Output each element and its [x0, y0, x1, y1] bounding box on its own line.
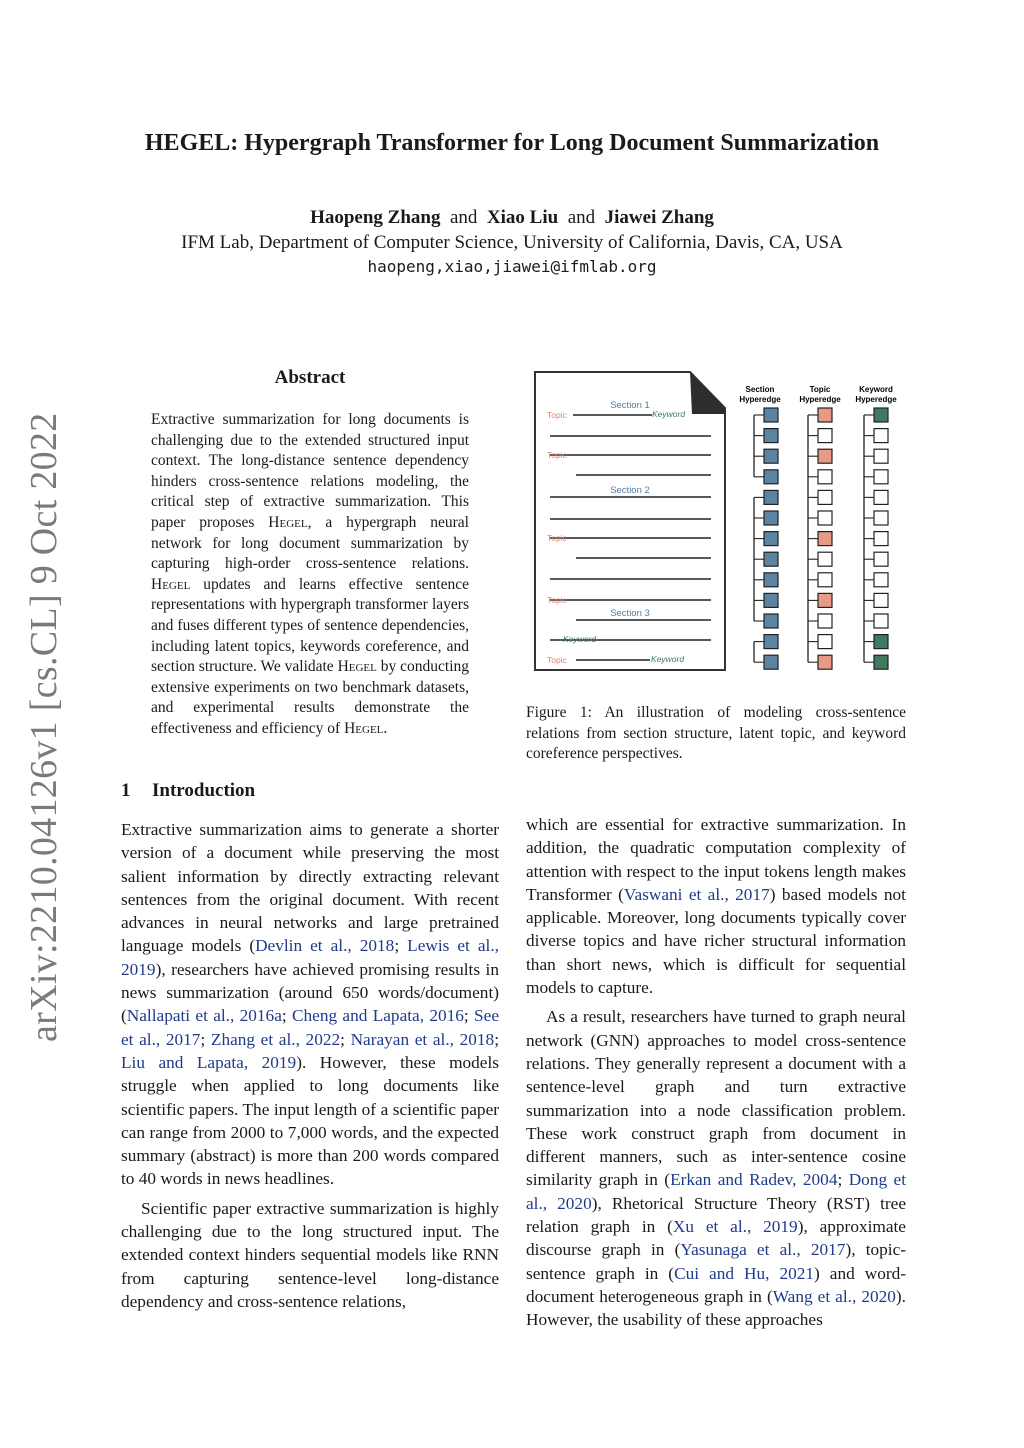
sentence-node [874, 449, 888, 463]
sentence-node [764, 449, 778, 463]
sentence-node [764, 470, 778, 484]
citation-link[interactable]: Xu et al., 2019 [672, 1217, 798, 1237]
sentence-node [818, 635, 832, 649]
author-separator: and [567, 207, 596, 228]
paragraph: Extractive summarization aims to generate a shorter version of a document while preserving the most salient information by directly extracting relevant sentences from the original document. With recent advances in neural networks and large pretrained language models (Devlin et al., 2018; Lewis et al., 2019), researchers have achieved promising results in news summarization (around 650 words/document) (Nallapati et al., 2016a; Cheng and Lapata, 2016; See et al., 2017; Zhang et al., 2022; Narayan et al., 2018; Liu and Lapata, 2019). However, these models struggle when applied to long documents like scientific papers. The input length of a scientific paper can range from 2000 to 7,000 words, and the expected summary (abstract) is more than 200 words compared to 40 words in news headlines. [121, 820, 499, 1189]
keyword-tag: Keyword [563, 634, 597, 644]
keyword-tag: Keyword [651, 654, 685, 664]
section-heading [121, 780, 255, 802]
topic-hyperedge-label: Topic [809, 385, 831, 394]
keyword-hyperedge-label: Keyword [859, 385, 893, 394]
method-name: Hegel [337, 658, 377, 676]
sentence-node [764, 429, 778, 443]
citation-link[interactable]: Narayan et al., 2018 [350, 1029, 495, 1049]
topic-hyperedge-label: Hyperedge [799, 395, 841, 404]
sentence-node [764, 490, 778, 504]
sentence-node [764, 408, 778, 422]
sentence-node [874, 593, 888, 607]
sentence-node [874, 655, 888, 669]
sentence-node [874, 614, 888, 628]
sentence-node [764, 614, 778, 628]
topic-tag: Topic [547, 595, 567, 605]
section-title: Introduction [152, 780, 256, 801]
sentence-node [818, 552, 832, 566]
sentence-node [764, 511, 778, 525]
topic-tag: Topic [547, 450, 567, 460]
citation-link[interactable]: Cheng and Lapata, 2016 [292, 1006, 464, 1026]
sentence-node [764, 552, 778, 566]
section-2-label: Section 2 [610, 485, 650, 496]
topic-tag: Topic [547, 655, 567, 665]
sentence-node [764, 532, 778, 546]
section-hyperedge-label: Hyperedge [739, 395, 781, 404]
right-column-body [526, 813, 906, 1332]
author-name: Jiawei Zhang [604, 207, 714, 228]
sentence-node [874, 573, 888, 587]
citation-link[interactable]: See et al., 2017 [121, 1006, 499, 1049]
author-name: Haopeng Zhang [310, 207, 441, 228]
citation-link[interactable]: Liu and Lapata, 2019 [121, 1052, 297, 1072]
section-1-label: Section 1 [610, 400, 650, 411]
sentence-node [874, 490, 888, 504]
paragraph: As a result, researchers have turned to graph neural network (GNN) approaches to model cross-sentence relations. They generally represent a document with a sentence-level graph and turn extractive summarization into a node classification problem. These work construct graph from document in different manners, such as inter-sentence cosine similarity graph in (Erkan and Radev, 2004; Dong et al., 2020), Rhetorical Structure Theory (RST) tree relation graph in (Xu et al., 2019), approximate discourse graph in (Yasunaga et al., 2017), topic-sentence graph in (Cui and Hu, 2021) and word-document heterogeneous graph in (Wang et al., 2020). However, the usability of these approaches [526, 1007, 907, 1330]
citation-link[interactable]: Dong et al., 2020 [526, 1170, 907, 1213]
left-column-body [121, 818, 499, 1313]
sentence-node [874, 511, 888, 525]
sentence-node [764, 635, 778, 649]
citation-link[interactable]: Nallapati et al., 2016a [126, 1006, 282, 1026]
sentence-node [764, 655, 778, 669]
author-list [0, 207, 1024, 229]
hypergraph-illustration [526, 368, 906, 684]
sentence-node [818, 429, 832, 443]
sentence-node [874, 429, 888, 443]
section-number: 1 [121, 780, 131, 801]
sentence-node [818, 449, 832, 463]
section-hyperedge-label: Section [745, 385, 775, 394]
sentence-node [874, 635, 888, 649]
citation-link[interactable]: Erkan and Radev, 2004 [670, 1170, 838, 1190]
sentence-node [818, 573, 832, 587]
sentence-node [818, 614, 832, 628]
sentence-node [818, 532, 832, 546]
topic-tag: Topic [547, 410, 567, 420]
sentence-node [764, 593, 778, 607]
sentence-node [818, 490, 832, 504]
sentence-node [818, 470, 832, 484]
citation-link[interactable]: Lewis et al., 2019 [121, 936, 499, 979]
citation-link[interactable]: Vaswani et al., 2017 [623, 884, 770, 904]
citation-link[interactable]: Zhang et al., 2022 [210, 1029, 341, 1049]
sentence-node [818, 511, 832, 525]
sentence-node [764, 573, 778, 587]
sentence-node [874, 470, 888, 484]
sentence-node [818, 593, 832, 607]
page-fold-corner [690, 372, 725, 414]
sentence-node [874, 532, 888, 546]
sentence-node [874, 408, 888, 422]
keyword-tag: Keyword [652, 409, 686, 419]
affiliation: IFM Lab, Department of Computer Science, University of California, Davis, CA, USA [181, 232, 843, 253]
citation-link[interactable]: Cui and Hu, 2021 [674, 1263, 815, 1283]
paragraph: Scientific paper extractive summarization is highly challenging due to the long structured input. The extended context hinders sequential models like RNN from capturing sentence-level long-distance dependency and cross-sentence relations, [121, 1198, 499, 1311]
hyperedge-node-grid [754, 408, 888, 669]
paragraph: which are essential for extractive summarization. In addition, the quadratic computation complexity of attention with respect to the input tokens length makes Transformer (Vaswani et al., 2017) based models not applicable. Moreover, long documents typically cover diverse topics and have richer structural information than short news, which is difficult for sequential models to capture. [526, 815, 906, 998]
sentence-node [874, 552, 888, 566]
sentence-node [818, 408, 832, 422]
sentence-node [818, 655, 832, 669]
topic-tag: Topic [547, 533, 567, 543]
abstract-heading: Abstract [274, 367, 346, 388]
figure-1 [526, 368, 906, 684]
method-name: Hegel [344, 719, 384, 737]
paper-title: HEGEL: Hypergraph Transformer for Long Document Summarization [144, 130, 880, 156]
keyword-hyperedge-label: Hyperedge [855, 395, 897, 404]
abstract-body: Extractive summarization for long documents is challenging due to the extended structured input context. The long-distance sentence dependency hinders cross-sentence relations modeling, the critical step of extractive summarization. This paper proposes Hegel, a hypergraph neural network for long document summarization by capturing high-order cross-sentence relations. Hegel updates and learns effective sentence representations with hypergraph transformer layers and fuses different types of sentence dependencies, including latent topics, keywords coreference, and section structure. We validate Hegel by conducting extensive experiments on two benchmark datasets, and experimental results demonstrate the effectiveness and efficiency of Hegel. [151, 411, 470, 737]
section-3-label: Section 3 [610, 608, 650, 619]
method-name: Hegel [151, 575, 191, 593]
method-name: Hegel [268, 513, 308, 531]
author-name: Xiao Liu [486, 207, 559, 228]
arxiv-identifier-stamp: arXiv:2210.04126v1 [cs.CL] 9 Oct 2022 [23, 412, 65, 1042]
citation-link[interactable]: Devlin et al., 2018 [255, 936, 395, 956]
citation-link[interactable]: Wang et al., 2020 [772, 1286, 896, 1306]
author-email[interactable]: haopeng,xiao,jiawei@ifmlab.org [367, 257, 657, 276]
author-separator: and [449, 207, 478, 228]
figure-caption: Figure 1: An illustration of modeling cross-sentence relations from section structure, latent topic, and keyword coreference perspectives. [526, 704, 906, 762]
citation-link[interactable]: Yasunaga et al., 2017 [680, 1240, 846, 1260]
